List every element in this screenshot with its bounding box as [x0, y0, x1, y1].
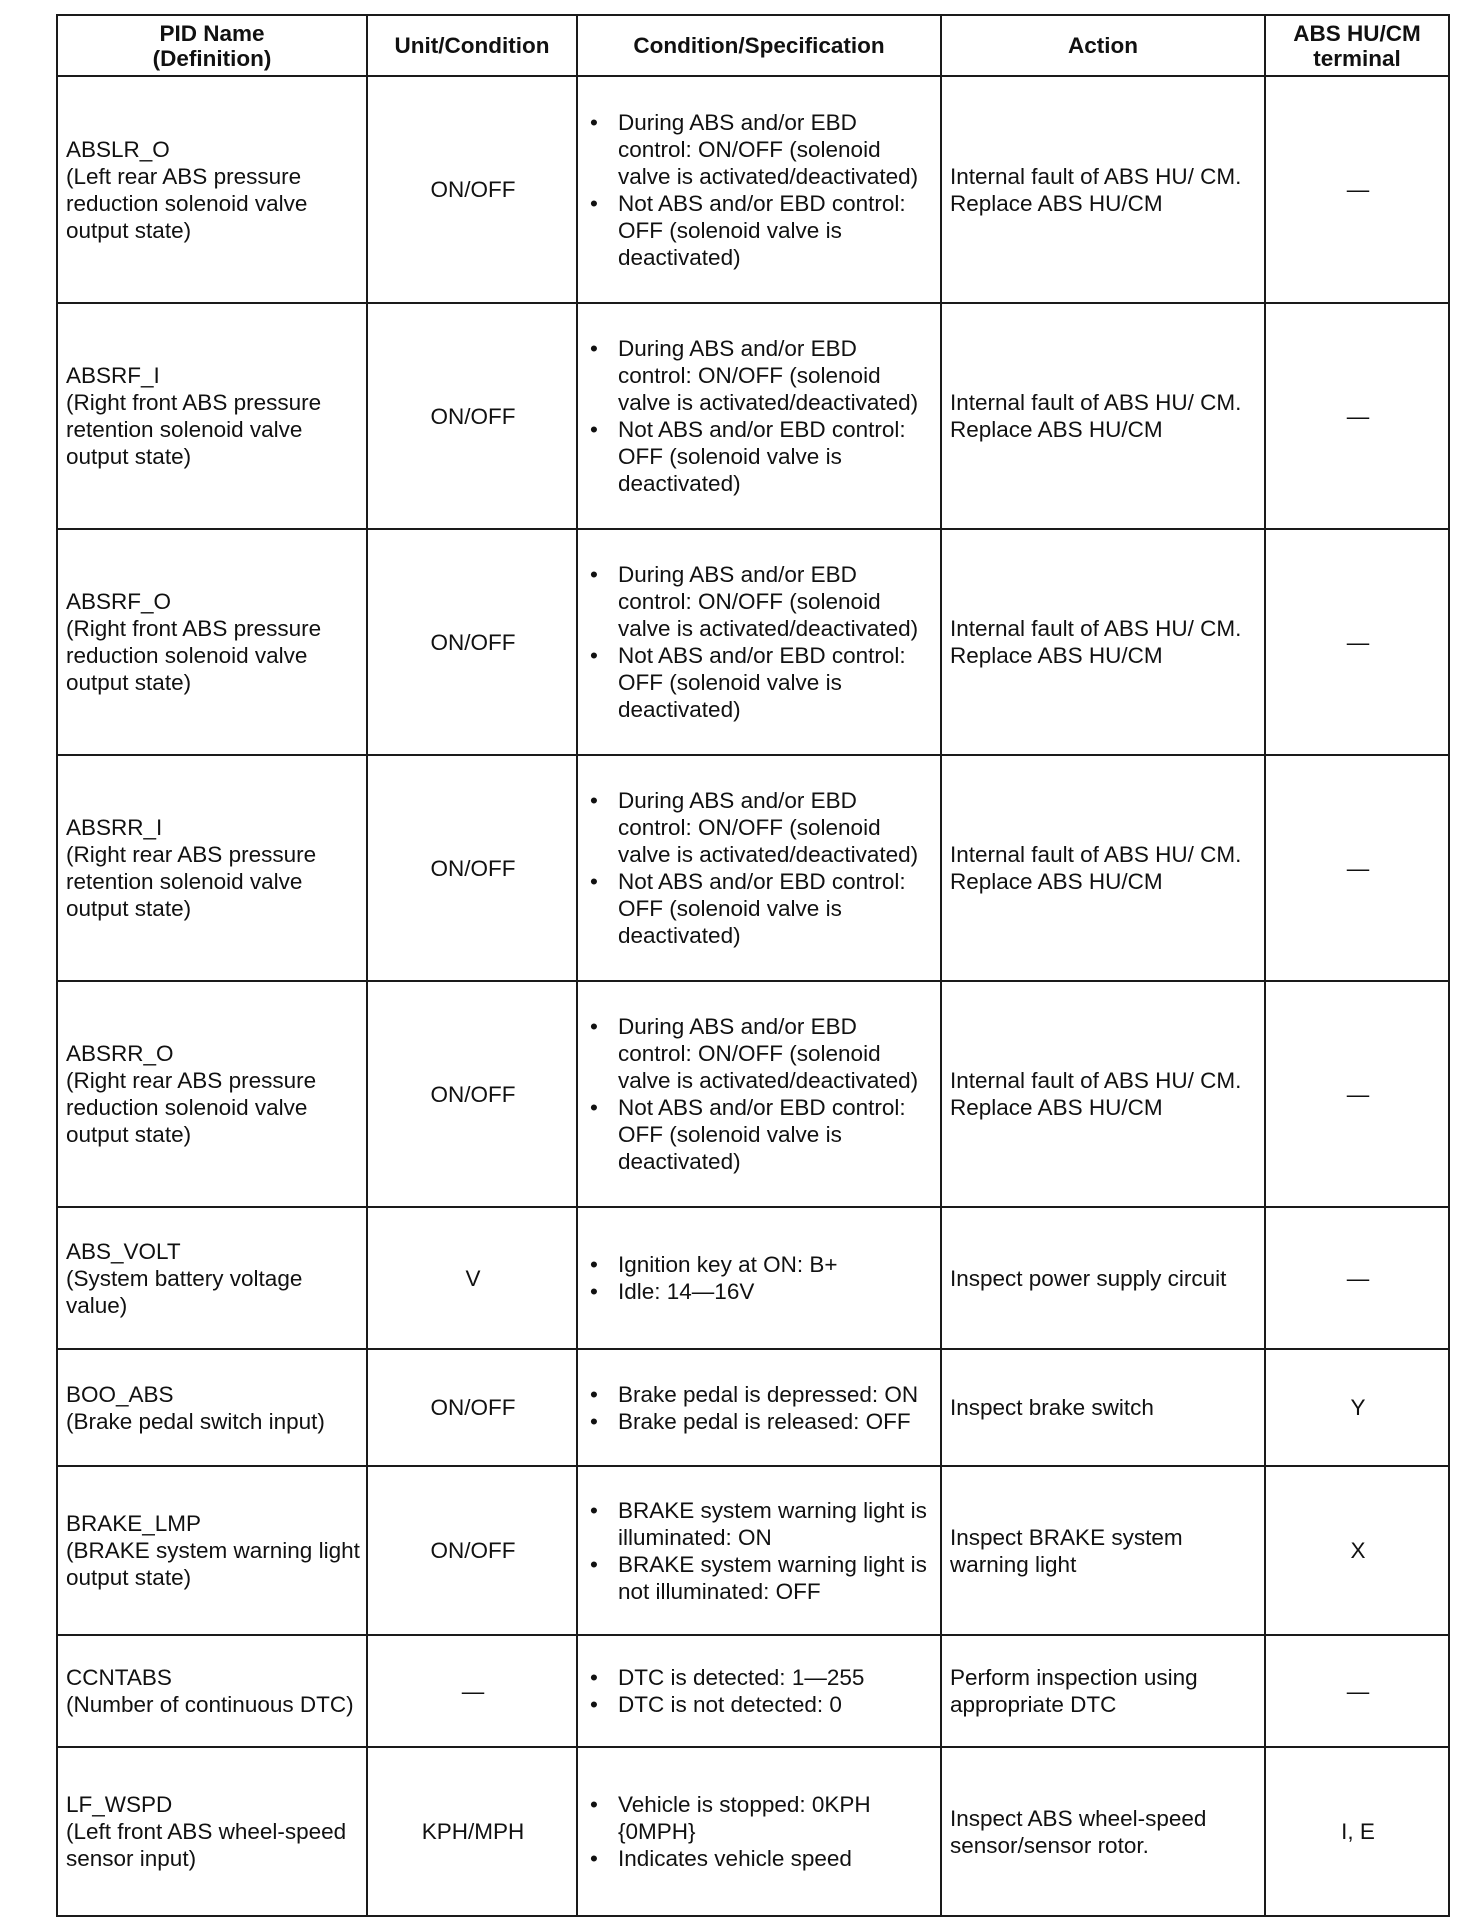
pid-cell — [57, 1466, 367, 1635]
pid-cell — [57, 1207, 367, 1349]
condition-item: • Not ABS and/or EBD control: OFF (solenoid valve is deactivated) — [586, 642, 934, 723]
unit-cell: — — [367, 1635, 577, 1747]
condition-cell — [577, 529, 941, 755]
condition-item: • Not ABS and/or EBD control: OFF (solenoid valve is deactivated) — [586, 1094, 934, 1175]
pid-definition: (Left rear ABS pressure reduction solenoid valve output state) — [66, 163, 308, 243]
condition-list — [586, 109, 934, 271]
condition-list — [586, 1664, 934, 1718]
unit-cell: ON/OFF — [367, 755, 577, 981]
unit-cell: ON/OFF — [367, 981, 577, 1207]
condition-cell — [577, 1747, 941, 1916]
table-row — [57, 1466, 1449, 1635]
condition-list — [586, 1497, 934, 1605]
condition-list — [586, 561, 934, 723]
condition-list — [586, 1013, 934, 1175]
condition-cell — [577, 1207, 941, 1349]
unit-cell: V — [367, 1207, 577, 1349]
action-cell: Inspect power supply circuit — [941, 1207, 1265, 1349]
condition-item: • BRAKE system warning light is not illuminated: OFF — [586, 1551, 934, 1605]
pid-name: BOO_ABS — [66, 1381, 174, 1407]
condition-item: • Not ABS and/or EBD control: OFF (solenoid valve is deactivated) — [586, 190, 934, 271]
condition-item: • Indicates vehicle speed — [586, 1845, 934, 1872]
table-row — [57, 1635, 1449, 1747]
terminal-cell: — — [1265, 1635, 1449, 1747]
condition-list — [586, 335, 934, 497]
pid-cell — [57, 303, 367, 529]
condition-item: • During ABS and/or EBD control: ON/OFF (solenoid valve is activated/deactivated) — [586, 109, 934, 190]
condition-item: • Not ABS and/or EBD control: OFF (solenoid valve is deactivated) — [586, 868, 934, 949]
condition-item: • Idle: 14—16V — [586, 1278, 934, 1305]
pid-name: ABSRR_I — [66, 815, 163, 840]
pid-definition: (Right front ABS pressure retention solenoid valve output state) — [66, 390, 322, 469]
unit-cell: ON/OFF — [367, 1466, 577, 1635]
pid-table — [56, 14, 1450, 1917]
condition-item: • During ABS and/or EBD control: ON/OFF (solenoid valve is activated/deactivated) — [586, 561, 934, 642]
condition-item: • Not ABS and/or EBD control: OFF (solenoid valve is deactivated) — [586, 416, 934, 497]
condition-item: • Brake pedal is depressed: ON — [586, 1381, 934, 1408]
header-action: Action — [941, 15, 1265, 76]
table-row — [57, 76, 1449, 303]
unit-cell: ON/OFF — [367, 76, 577, 303]
action-cell: Internal fault of ABS HU/ CM. Replace ABS HU/CM — [941, 76, 1265, 303]
terminal-cell: — — [1265, 303, 1449, 529]
condition-list — [586, 1251, 934, 1305]
condition-cell — [577, 1466, 941, 1635]
condition-item: • DTC is not detected: 0 — [586, 1691, 934, 1718]
action-cell: Perform inspection using appropriate DTC — [941, 1635, 1265, 1747]
pid-name: CCNTABS — [66, 1665, 172, 1690]
condition-item: • Vehicle is stopped: 0KPH {0MPH} — [586, 1791, 934, 1845]
pid-cell — [57, 1635, 367, 1747]
terminal-cell: — — [1265, 755, 1449, 981]
pid-name: ABSLR_O — [66, 136, 170, 162]
terminal-cell: — — [1265, 529, 1449, 755]
header-unit-condition: Unit/Condition — [367, 15, 577, 76]
table-row — [57, 981, 1449, 1207]
condition-list — [586, 1791, 934, 1872]
pid-name: BRAKE_LMP — [66, 1511, 202, 1536]
condition-item: • DTC is detected: 1—255 — [586, 1664, 934, 1691]
pid-definition: (BRAKE system warning light output state) — [66, 1538, 360, 1590]
action-cell: Internal fault of ABS HU/ CM. Replace ABS HU/CM — [941, 529, 1265, 755]
pid-cell — [57, 755, 367, 981]
pid-cell — [57, 1349, 367, 1466]
condition-cell — [577, 1349, 941, 1466]
unit-cell: ON/OFF — [367, 1349, 577, 1466]
table-row — [57, 529, 1449, 755]
table-row — [57, 1207, 1449, 1349]
terminal-cell: Y — [1265, 1349, 1449, 1466]
condition-cell — [577, 981, 941, 1207]
condition-cell — [577, 1635, 941, 1747]
header-row — [57, 15, 1449, 76]
terminal-cell: X — [1265, 1466, 1449, 1635]
pid-definition: (Number of continuous DTC) — [66, 1692, 354, 1717]
condition-cell — [577, 303, 941, 529]
pid-definition: (Right rear ABS pressure retention solenoid valve output state) — [66, 842, 317, 921]
pid-cell — [57, 76, 367, 303]
pid-cell — [57, 1747, 367, 1916]
pid-name: ABSRF_I — [66, 363, 160, 388]
action-cell: Internal fault of ABS HU/ CM. Replace ABS HU/CM — [941, 755, 1265, 981]
header-pid-name: PID Name (Definition) — [57, 15, 367, 76]
table-row — [57, 303, 1449, 529]
pid-name: ABSRR_O — [66, 1041, 174, 1066]
pid-definition: (Right front ABS pressure reduction solenoid valve output state) — [66, 616, 322, 695]
table-row — [57, 755, 1449, 981]
action-cell: Inspect ABS wheel-speed sensor/sensor rotor. — [941, 1747, 1265, 1916]
table-row — [57, 1747, 1449, 1916]
condition-item: • Ignition key at ON: B+ — [586, 1251, 934, 1278]
pid-name: LF_WSPD — [66, 1792, 173, 1817]
action-cell: Inspect BRAKE system warning light — [941, 1466, 1265, 1635]
action-cell: Internal fault of ABS HU/ CM. Replace ABS HU/CM — [941, 981, 1265, 1207]
condition-item: • BRAKE system warning light is illuminated: ON — [586, 1497, 934, 1551]
condition-list — [586, 1381, 934, 1435]
condition-cell — [577, 76, 941, 303]
pid-definition: (Right rear ABS pressure reduction solenoid valve output state) — [66, 1068, 317, 1147]
header-terminal: ABS HU/CM terminal — [1265, 15, 1449, 76]
condition-item: • During ABS and/or EBD control: ON/OFF (solenoid valve is activated/deactivated) — [586, 1013, 934, 1094]
table-row — [57, 1349, 1449, 1466]
condition-cell — [577, 755, 941, 981]
condition-item: • During ABS and/or EBD control: ON/OFF (solenoid valve is activated/deactivated) — [586, 335, 934, 416]
terminal-cell: — — [1265, 1207, 1449, 1349]
action-cell: Internal fault of ABS HU/ CM. Replace ABS HU/CM — [941, 303, 1265, 529]
pid-cell — [57, 981, 367, 1207]
action-cell: Inspect brake switch — [941, 1349, 1265, 1466]
pid-name: ABSRF_O — [66, 589, 172, 614]
unit-cell: ON/OFF — [367, 303, 577, 529]
terminal-cell: — — [1265, 981, 1449, 1207]
condition-item: • Brake pedal is released: OFF — [586, 1408, 934, 1435]
pid-name: ABS_VOLT — [66, 1238, 181, 1264]
condition-list — [586, 787, 934, 949]
pid-definition: (Brake pedal switch input) — [66, 1408, 325, 1434]
terminal-cell: — — [1265, 76, 1449, 303]
condition-item: • During ABS and/or EBD control: ON/OFF (solenoid valve is activated/deactivated) — [586, 787, 934, 868]
terminal-cell: I, E — [1265, 1747, 1449, 1916]
pid-cell — [57, 529, 367, 755]
pid-definition: (Left front ABS wheel-speed sensor input) — [66, 1819, 347, 1871]
unit-cell: KPH/MPH — [367, 1747, 577, 1916]
header-condition-spec: Condition/Specification — [577, 15, 941, 76]
unit-cell: ON/OFF — [367, 529, 577, 755]
pid-definition: (System battery voltage value) — [66, 1265, 303, 1318]
